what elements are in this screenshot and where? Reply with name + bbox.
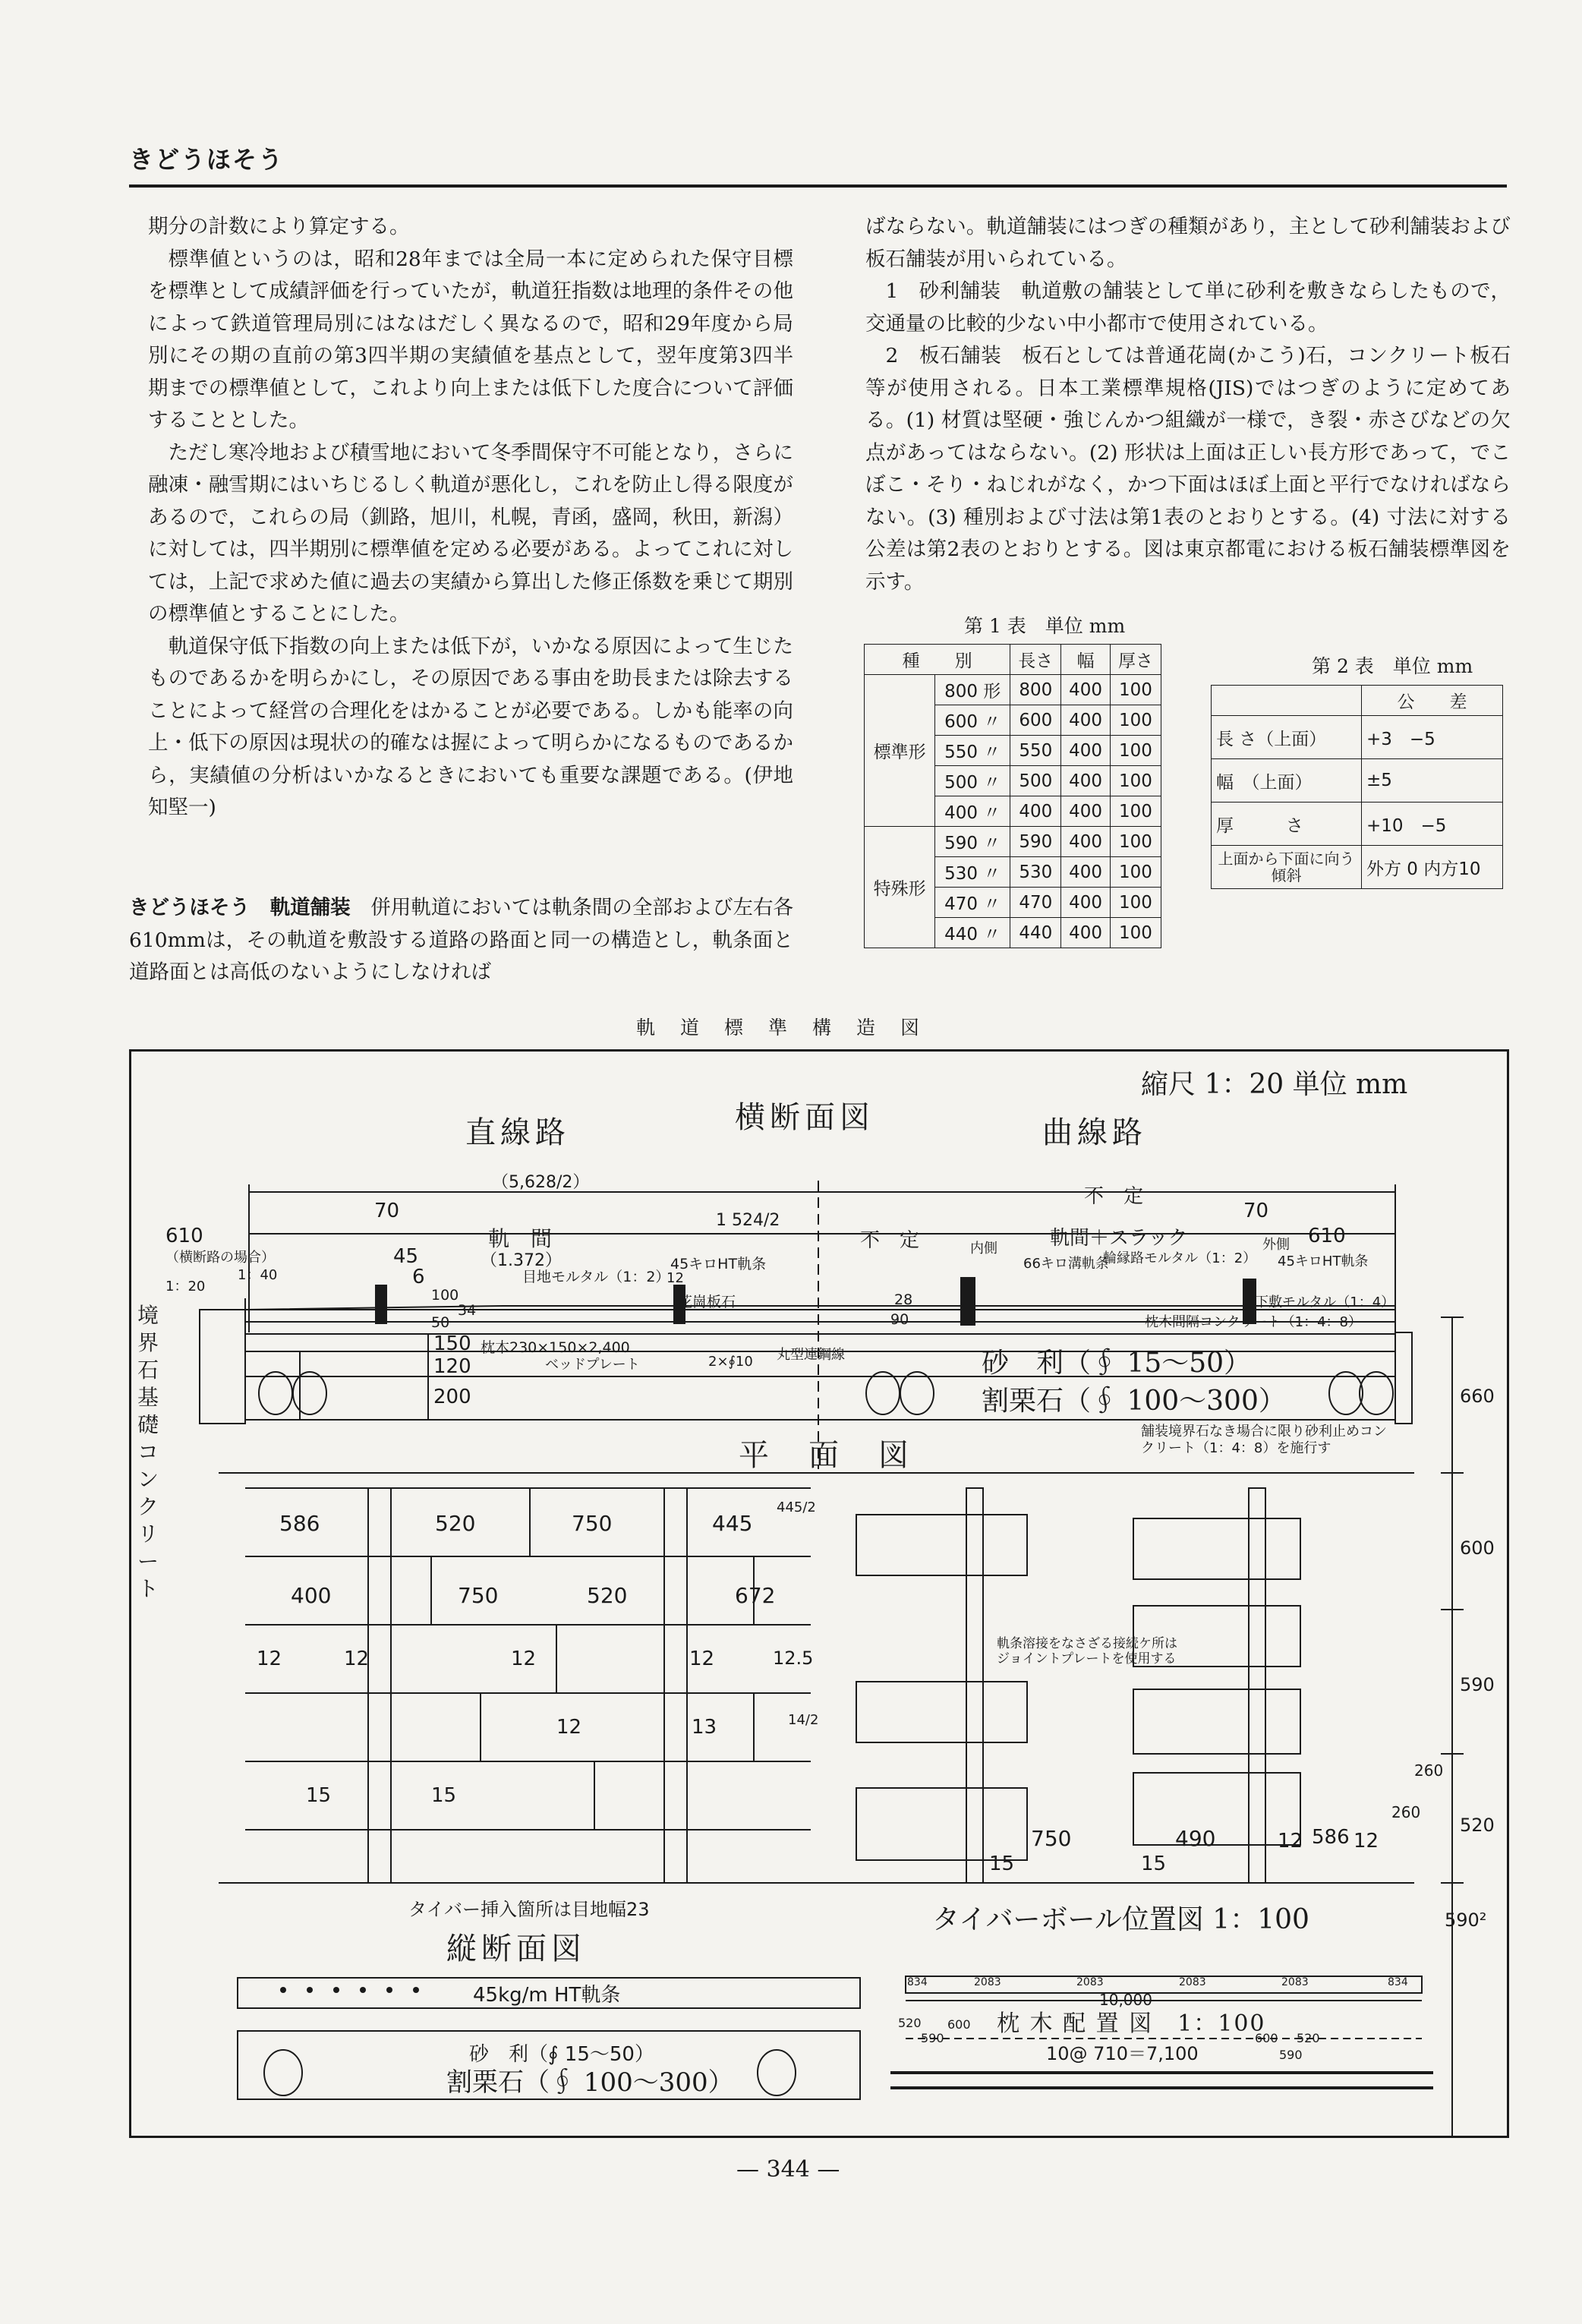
table-cell: +3 −5	[1362, 716, 1503, 759]
plan-title: 平 面 図	[739, 1438, 913, 1473]
tiebar-note: タイバー挿入箇所は目地幅23	[408, 1899, 650, 1920]
label-round-steel: 丸型連鋼線	[777, 1347, 845, 1363]
table-cell: 400	[1061, 827, 1111, 857]
table-cell: 上面から下面に向う傾斜	[1212, 846, 1362, 889]
tiebar-title: タイバーボール位置図 1：100	[932, 1904, 1309, 1935]
table1	[864, 644, 1161, 948]
plan-dim-445-half: 445/2	[777, 1499, 816, 1515]
table2-header: 公 差	[1362, 686, 1503, 716]
table-cell: 400	[1061, 857, 1111, 888]
plan-dim-750b: 750	[458, 1583, 499, 1608]
table-cell: 470 〃	[935, 888, 1010, 918]
note-gravel-stop: 舗装境界石なき場合に限り砂利止めコンクリート（1：4：8）を施行す	[1141, 1424, 1387, 1456]
table1-header: 種 別	[865, 645, 1010, 675]
table-cell: 400	[1061, 918, 1111, 948]
paragraph: ばならない。軌道舗装にはつぎの種類があり，主として砂利舗装および板石舗装が用いられている。	[865, 215, 1511, 271]
dim-520: 520	[1460, 1815, 1495, 1836]
figure-caption: 軌 道 標 準 構 造 図	[636, 1017, 923, 1039]
table-cell: 400	[1061, 675, 1111, 705]
right-column	[865, 211, 1511, 598]
plan-dim-15b: 15	[431, 1784, 457, 1807]
sleeper-title: 枕 木 配 置 図 1：100	[997, 2010, 1266, 2037]
dim-5902: 590²	[1445, 1909, 1487, 1931]
table-cell: 100	[1110, 827, 1161, 857]
label-joint-mortar: 目地モルタル（1：2）	[522, 1269, 670, 1285]
tiebar-2083c: 2083	[1179, 1976, 1206, 1988]
paragraph: 2 板石舗装 板石としては普通花崗(かこう)石，コンクリート板石等が使用される。日本工業標準規格(JIS)ではつぎのように定めてある。(1) 材質は堅硬・強じんかつ組織が一様で，き裂・赤さびなどの欠点があってはならない。(2) 形状は上面は正しい長方形であって，でこぼこ・そり・ねじれがなく，かつ下面はほぼ上面と平行でなければならない。(3) 種別および寸法は第1表のとおりとする。(4) 寸法に対する公差は第2表のとおりとする。図は東京都電における板石舗装標準図を示す。	[865, 344, 1511, 594]
dim-150: 150	[433, 1332, 471, 1355]
sleeper-600b: 600	[1255, 2031, 1278, 2045]
table-cell: 厚 さ	[1212, 803, 1362, 846]
table-cell: 100	[1110, 918, 1161, 948]
long-gravel-label: 砂 利（∮ 15～50）	[469, 2043, 654, 2066]
label-rail45r: 45キロHT軌条	[1278, 1253, 1369, 1269]
sleeper-600a: 600	[947, 2017, 971, 2032]
table-cell: 100	[1110, 675, 1161, 705]
table-cell: 550	[1010, 736, 1061, 766]
label-bolt: 2×∮10	[708, 1354, 753, 1370]
tiebar-2083b: 2083	[1076, 1976, 1104, 1988]
table-cell: 400	[1061, 766, 1111, 796]
page-number: — 344 —	[736, 2156, 840, 2183]
plan-dim-14: 14/2	[788, 1712, 819, 1728]
paragraph: 期分の計数により算定する。	[148, 215, 410, 238]
dim-half2: 1 524/2	[716, 1211, 780, 1230]
table-cell: 100	[1110, 766, 1161, 796]
label-bedplate: ベッドプレート	[545, 1357, 640, 1373]
label-granite: 花崗板石	[678, 1294, 736, 1310]
sleeper-590b: 590	[1279, 2048, 1303, 2062]
table-cell: 550 〃	[935, 736, 1010, 766]
sleeper-590a: 590	[921, 2031, 944, 2045]
table2	[1211, 685, 1503, 889]
table-cell: 800	[1010, 675, 1061, 705]
tiebar-834a: 834	[907, 1976, 928, 1988]
label-inner: 内側	[970, 1241, 997, 1257]
table-cell: 長 さ（上面）	[1212, 716, 1362, 759]
table-cell: 800 形	[935, 675, 1010, 705]
tiebar-834b: 834	[1388, 1976, 1408, 1988]
plan-dim-13: 13	[692, 1716, 717, 1739]
plan-dim-12a: 12	[257, 1648, 282, 1670]
figure-drawing	[131, 1052, 1507, 2136]
cross-section-title: 横断面図	[735, 1100, 875, 1135]
dim-90: 90	[890, 1311, 909, 1328]
dim-610r: 610	[1308, 1225, 1346, 1247]
table-cell: ±5	[1362, 759, 1503, 803]
paragraph: 軌道保守低下指数の向上または低下が，いかなる原因によって生じたものであるかを明らかにし，その原因である事由を助長または除去することによって経営の合理化をはかることが必要である。しかも能率の向上・低下の原因は現状の的確なは握によって明らかになるものであるから，実績値の分析はいかなるときにおいても重要な課題である。(伊地知堅一)	[148, 634, 793, 819]
dim-200: 200	[433, 1386, 471, 1408]
header-rule	[129, 184, 1507, 188]
table-cell: 400	[1061, 888, 1111, 918]
label-gravel: 砂 利（∮ 15～50）	[982, 1348, 1252, 1379]
curve-dim-15b: 15	[1141, 1853, 1167, 1875]
left-column	[148, 211, 793, 825]
dim-50: 50	[431, 1314, 450, 1331]
table-cell: 530 〃	[935, 857, 1010, 888]
label-sleeper-concrete: 枕木間隔コンクリート（1：4：8）	[1145, 1314, 1362, 1330]
label-under-mortar: 下敷モルタル（1：4）	[1255, 1294, 1395, 1310]
tiebar-2083a: 2083	[974, 1976, 1001, 1988]
table-cell: 100	[1110, 796, 1161, 827]
dim-120: 120	[433, 1355, 471, 1378]
dim-kikan-slack: 軌間＋スラック	[1050, 1227, 1188, 1250]
plan-dim-12b: 12	[344, 1648, 370, 1670]
table-cell: 100	[1110, 705, 1161, 736]
dim-590: 590	[1460, 1674, 1495, 1695]
plan-dim-445: 445	[712, 1511, 753, 1536]
table-cell: 幅 （上面）	[1212, 759, 1362, 803]
table-cell: 590 〃	[935, 827, 1010, 857]
dim-6: 6	[412, 1266, 425, 1288]
dim-45: 45	[393, 1245, 419, 1268]
table-cell: 530	[1010, 857, 1061, 888]
curve-dim-12a: 12	[1278, 1830, 1303, 1853]
longitudinal-title: 縦断面図	[446, 1931, 586, 1966]
table-cell: 590	[1010, 827, 1061, 857]
curve-dim-12b: 12	[1354, 1830, 1379, 1853]
long-broken-label: 割栗石（∮ 100～300）	[446, 2067, 734, 2098]
table-cell: 外方 0 内方10	[1362, 846, 1503, 889]
table1-header: 長さ	[1010, 645, 1061, 675]
dim-260a: 260	[1414, 1761, 1444, 1780]
sleeper-7100: 10@ 710＝7,100	[1046, 2043, 1199, 2064]
plan-dim-400: 400	[291, 1583, 332, 1608]
dim-kikan-value: （1.372）	[481, 1251, 562, 1270]
table-cell: 440 〃	[935, 918, 1010, 948]
label-rail66: 66キロ溝軌条	[1023, 1256, 1109, 1272]
plan-dim-586: 586	[279, 1511, 320, 1536]
dim-660: 660	[1460, 1386, 1495, 1407]
dim-fudo2: 不 定	[860, 1229, 920, 1252]
table1-caption: 第 1 表 単位 mm	[964, 615, 1126, 637]
dim-70r: 70	[1243, 1200, 1269, 1222]
table1-group: 特殊形	[865, 827, 935, 948]
plan-dim-12e: 12.5	[773, 1648, 814, 1669]
entry-text: 併用軌道においては軌条間の全部および左右各610mmは，その軌道を敷設する道路の路面と同一の構造とし，軌条面と道路面とは高低のないようにしなければ	[129, 896, 793, 984]
label-outer: 外側	[1262, 1237, 1290, 1253]
paragraph: 標準値というのは，昭和28年までは全局一本に定められた保守目標を標準として成績評価を行っていたが，軌道狂指数は地理的条件その他によって鉄道管理局別にはなはだしく異なるので，昭和29年度から局別にその期の直前の第3四半期の実績値を基点として，翌年度第3四半期までの標準値として，これより向上または低下した度合について評価することとした。	[148, 247, 793, 432]
entry-block	[129, 892, 793, 989]
table-cell: 400	[1061, 736, 1111, 766]
dim-100: 100	[431, 1287, 459, 1304]
paragraph: ただし寒冷地および積雪地において冬季間保守不可能となり，さらに融凍・融雪期にはいちじるしく軌道が悪化し，これを防止し得る限度があるので，これらの局（釧路，旭川，札幌，青函，盛岡，秋田，新潟）に対しては，四半期別に標準値を定める必要がある。よってこれに対しては，上記で求めた値に過去の実績から算出した修正係数を乗じて期別の標準値とすることにした。	[148, 440, 793, 626]
table-cell: 400	[1061, 705, 1111, 736]
table-cell: 400 〃	[935, 796, 1010, 827]
curve-dim-750: 750	[1031, 1826, 1072, 1851]
dim-12: 12	[667, 1270, 684, 1286]
tiebar-10000: 10,000	[1099, 1991, 1152, 2009]
table-cell: +10 −5	[1362, 803, 1503, 846]
table1-header: 幅	[1061, 645, 1111, 675]
table-cell: 100	[1110, 888, 1161, 918]
sleeper-520b: 520	[1297, 2031, 1320, 2045]
plan-dim-15a: 15	[306, 1784, 332, 1807]
label-edge-mortar: 輪縁路モルタル（1：2）	[1103, 1250, 1257, 1266]
table-cell: 400	[1061, 796, 1111, 827]
rail-joint-note: 軌条溶接をなさざる接続ケ所はジョイントプレートを使用する	[997, 1636, 1177, 1667]
table-cell: 600	[1010, 705, 1061, 736]
dim-kikan: 軌 間	[488, 1226, 553, 1251]
label-border-stone: 境界石基礎コンクリート	[137, 1303, 159, 1601]
dim-fudo: 不 定	[1084, 1185, 1144, 1208]
plan-dim-12c: 12	[511, 1648, 537, 1670]
dim-28: 28	[894, 1291, 913, 1308]
plan-dim-750: 750	[572, 1511, 613, 1536]
entry-term: きどうほそう 軌道舗装	[129, 896, 351, 919]
tiebar-2083d: 2083	[1281, 1976, 1309, 1988]
page-number-value: 344	[766, 2156, 810, 2183]
dim-600: 600	[1460, 1537, 1495, 1559]
table-cell: 500 〃	[935, 766, 1010, 796]
table-cell: 100	[1110, 736, 1161, 766]
table-cell: 470	[1010, 888, 1061, 918]
table-cell: 100	[1110, 857, 1161, 888]
dim-70: 70	[374, 1200, 400, 1222]
scale-label: 縮尺 1：20 単位 mm	[1141, 1069, 1408, 1100]
dim-half: （5,628/2）	[492, 1173, 590, 1192]
plan-dim-12f: 12	[556, 1716, 582, 1739]
dim-34: 34	[458, 1302, 477, 1319]
table-cell: 500	[1010, 766, 1061, 796]
plan-dim-520: 520	[435, 1511, 476, 1536]
table-cell: 600 〃	[935, 705, 1010, 736]
label-broken-stone: 割栗石（∮ 100～300）	[982, 1386, 1286, 1417]
dim-610: 610	[165, 1225, 203, 1247]
plan-dim-672: 672	[735, 1583, 776, 1608]
table-cell: 400	[1010, 796, 1061, 827]
plan-dim-12d: 12	[689, 1648, 715, 1670]
table1-header: 厚さ	[1110, 645, 1161, 675]
plan-dim-520b: 520	[587, 1583, 628, 1608]
curve-title: 曲線路	[1042, 1115, 1147, 1150]
paragraph: 1 砂利舗装 軌道敷の舗装として単に砂利を敷きならしたもので，交通量の比較的少ない中小都市で使用されている。	[865, 279, 1511, 336]
label-sleeper: 枕木230×150×2,400	[481, 1339, 630, 1356]
ratio-1-20: 1：20	[165, 1279, 206, 1294]
label-crossing: （横断路の場合）	[165, 1250, 275, 1266]
label-rail45: 45キロHT軌条	[670, 1256, 767, 1272]
curve-dim-586: 586	[1312, 1826, 1350, 1849]
straight-title: 直線路	[465, 1115, 570, 1150]
dim-260b: 260	[1391, 1803, 1421, 1821]
structure-figure	[129, 1049, 1509, 2138]
sleeper-520a: 520	[898, 2016, 922, 2030]
curve-dim-15a: 15	[989, 1853, 1015, 1875]
table-cell: 440	[1010, 918, 1061, 948]
table1-group: 標準形	[865, 675, 935, 827]
ratio-1-40: 1：40	[238, 1267, 278, 1283]
curve-dim-490: 490	[1175, 1826, 1216, 1851]
running-title: きどうほそう	[129, 145, 285, 174]
long-rail-label: 45kg/m HT軌条	[473, 1984, 621, 2007]
table2-caption: 第 2 表 単位 mm	[1312, 655, 1473, 677]
